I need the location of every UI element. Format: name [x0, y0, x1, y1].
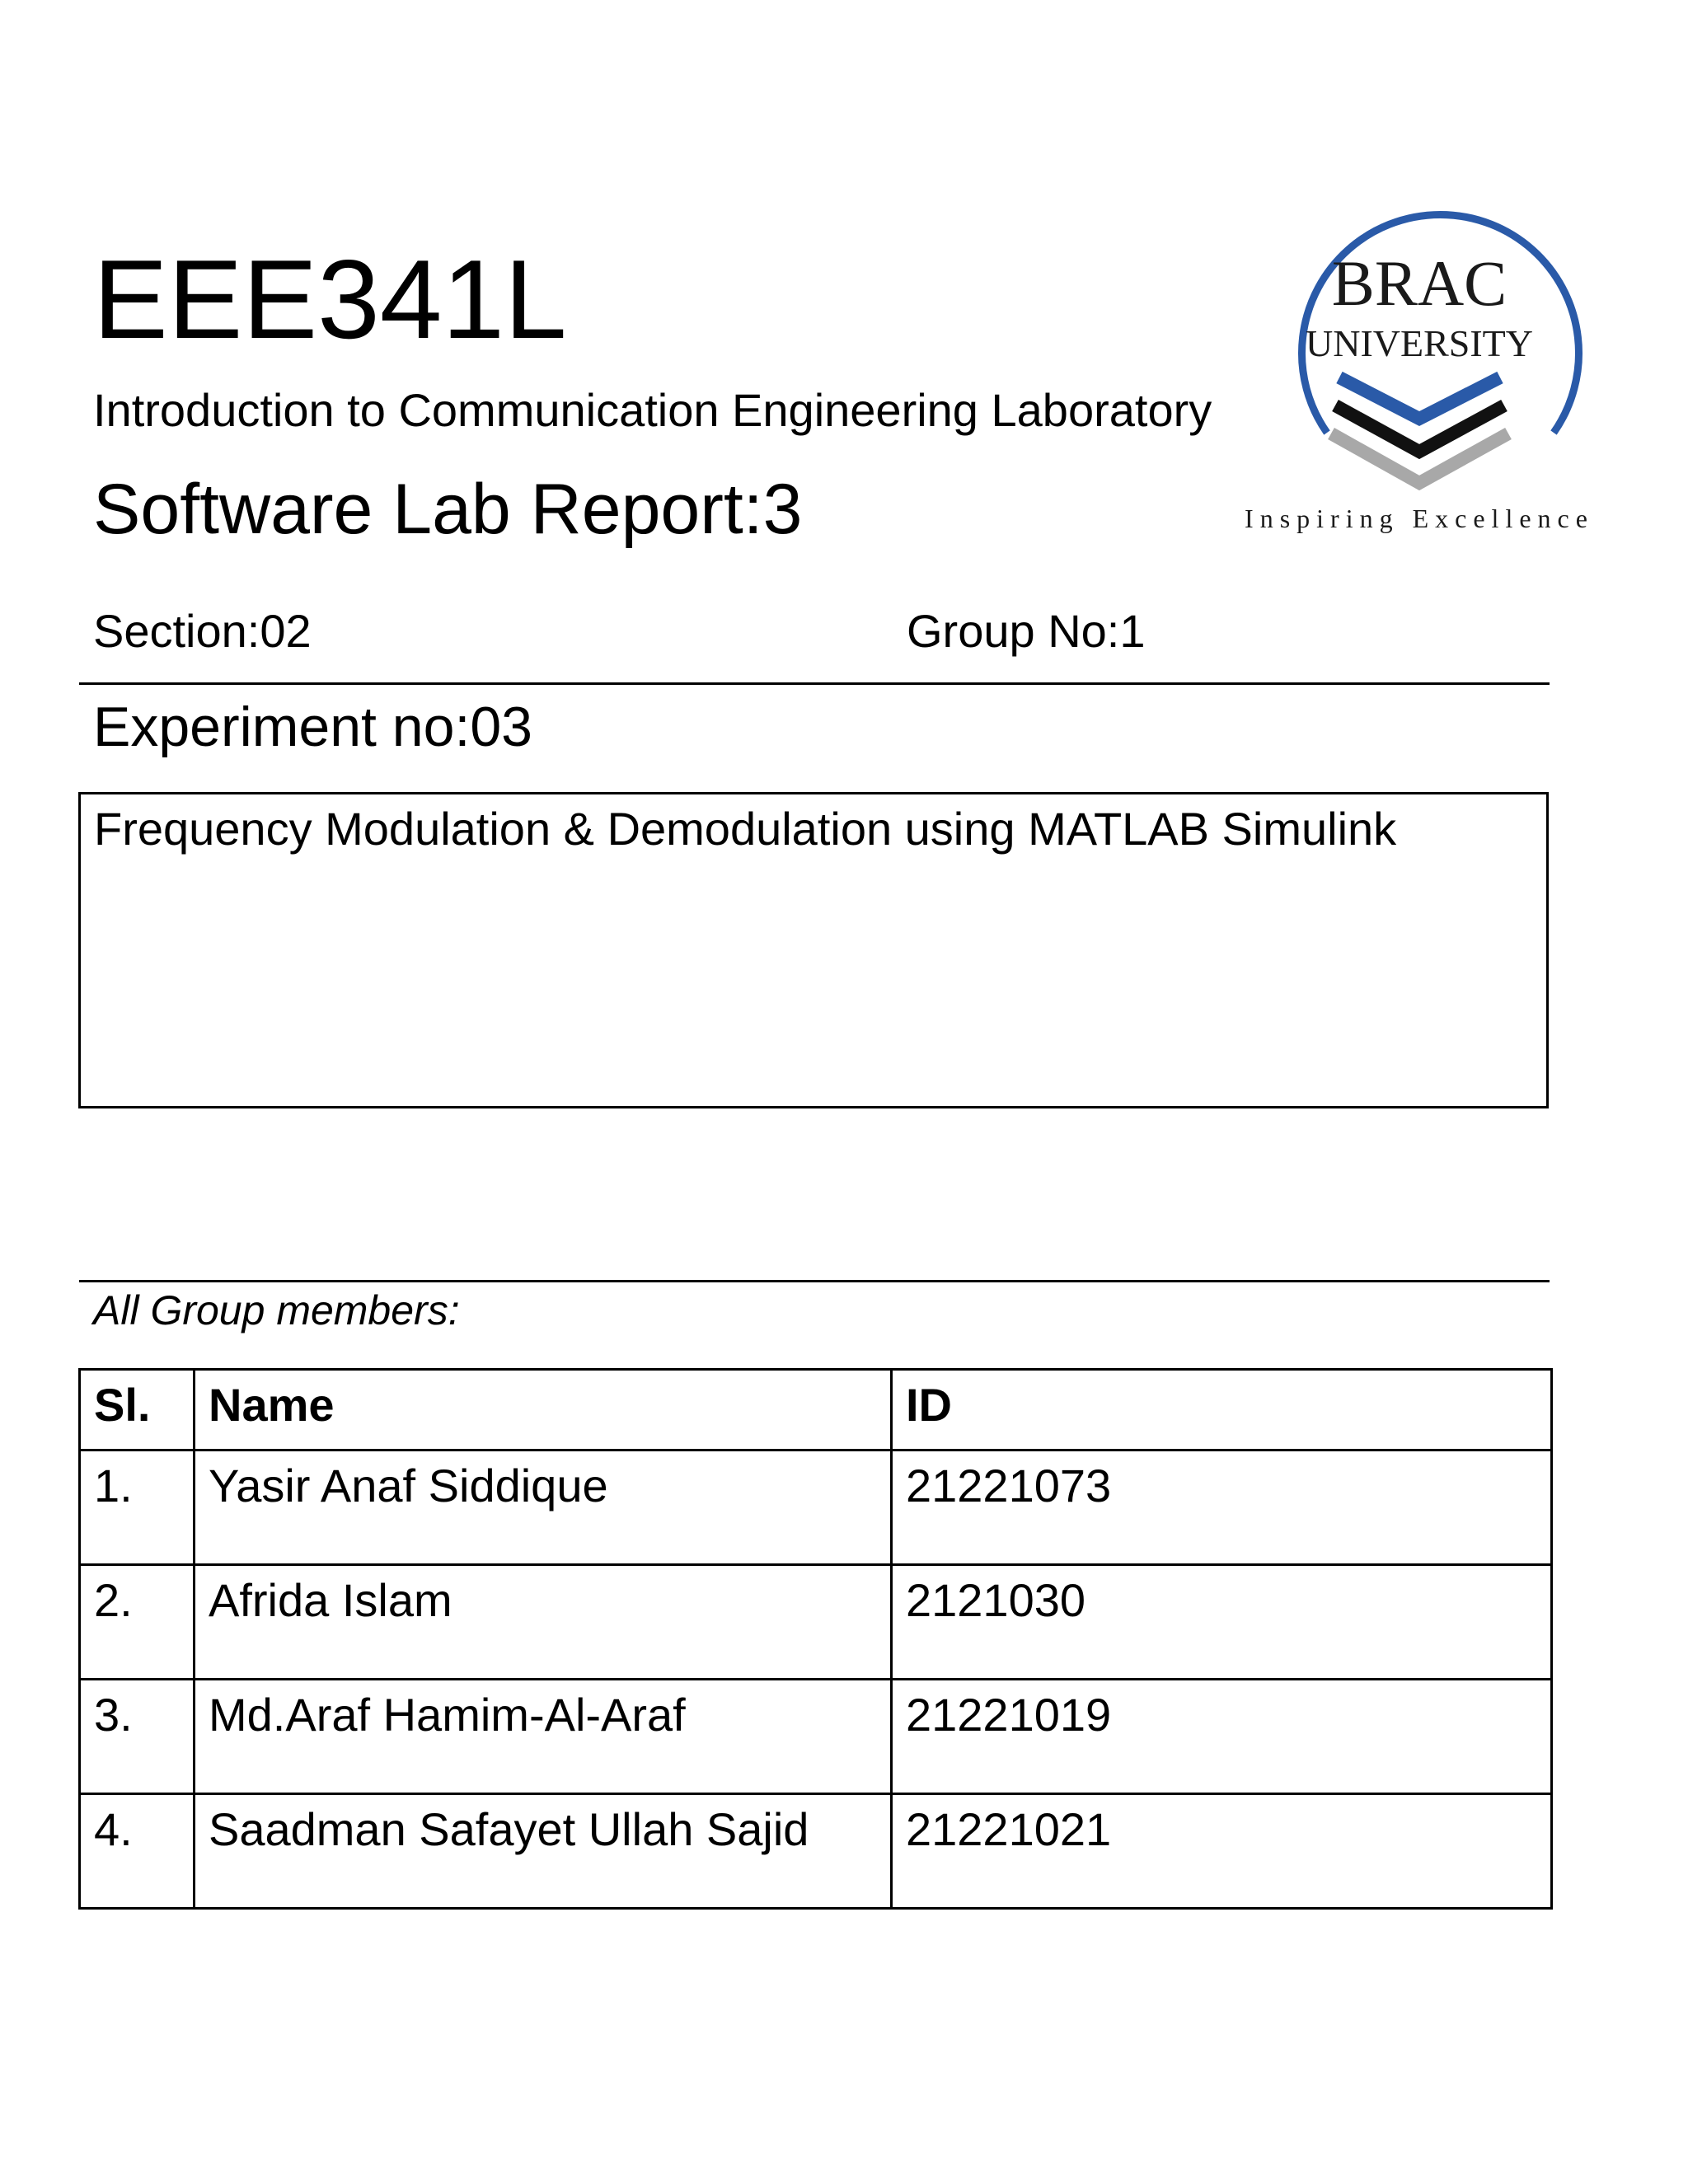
member-name: Yasir Anaf Siddique	[195, 1451, 892, 1565]
member-id: 21221019	[892, 1680, 1552, 1794]
member-id: 2121030	[892, 1565, 1552, 1680]
experiment-title-box	[78, 792, 1549, 1108]
group-members-table	[78, 1368, 1553, 1910]
experiment-label: Experiment no:03	[93, 696, 532, 758]
column-header-name: Name	[195, 1370, 892, 1451]
group-members-label: All Group members:	[93, 1287, 460, 1333]
report-title: Software Lab Report:3	[93, 470, 803, 549]
logo-line1: BRAC	[1331, 247, 1507, 319]
table-header-row	[80, 1370, 1552, 1451]
member-name: Afrida Islam	[195, 1565, 892, 1680]
table-row	[80, 1794, 1552, 1909]
member-sl: 4.	[80, 1794, 195, 1909]
table-row	[80, 1565, 1552, 1680]
table-row	[80, 1680, 1552, 1794]
group-number-label: Group No:1	[907, 605, 1146, 657]
member-name: Saadman Safayet Ullah Sajid	[195, 1794, 892, 1909]
member-name: Md.Araf Hamim-Al-Araf	[195, 1680, 892, 1794]
table-row	[80, 1451, 1552, 1565]
course-code: EEE341L	[93, 237, 567, 362]
member-sl: 3.	[80, 1680, 195, 1794]
member-id: 21221021	[892, 1794, 1552, 1909]
logo-line2: UNIVERSITY	[1306, 322, 1533, 364]
divider-rule	[79, 682, 1550, 685]
experiment-title: Frequency Modulation & Demodulation using MATLAB Simulink	[94, 803, 1397, 855]
brac-university-logo	[1236, 190, 1632, 552]
member-sl: 2.	[80, 1565, 195, 1680]
column-header-id: ID	[892, 1370, 1552, 1451]
logo-tagline: Inspiring Excellence	[1245, 504, 1594, 533]
course-name: Introduction to Communication Engineering Laboratory	[93, 384, 1212, 436]
section-label: Section:02	[93, 605, 312, 657]
column-header-sl: Sl.	[80, 1370, 195, 1451]
member-id: 21221073	[892, 1451, 1552, 1565]
member-sl: 1.	[80, 1451, 195, 1565]
divider-rule	[79, 1280, 1550, 1282]
logo-book-blue	[1339, 377, 1500, 419]
